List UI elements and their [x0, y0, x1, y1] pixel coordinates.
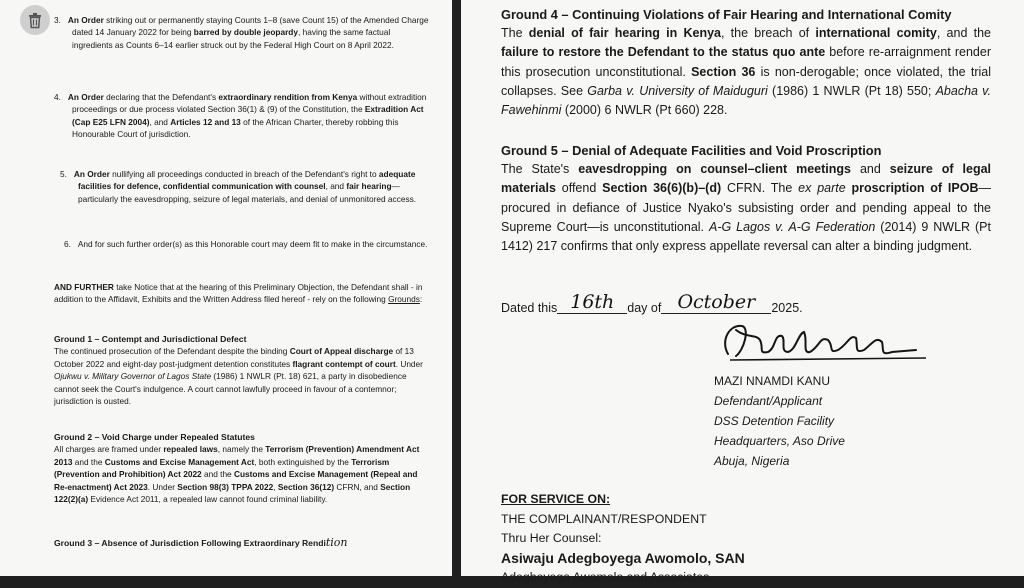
ground-2: Ground 2 – Void Charge under Repealed Statutes All charges are framed under repealed laws, namely the Terrorism (Prevention) Amendment Act 2013 and the Customs and Excise Management Act, both extinguished by the Terrorism (Prevention and Prohibition) Act 2022 and the Customs and Excise Management (Repeal and Re-enactment) Act 2023. Under Section 98(3) TPPA 2022, Section 36(12) CFRN, and Section 122(2)(a) Evidence Act 2011, a repealed law cannot found criminal liability.: [54, 431, 432, 505]
signatory-role: Defendant/Applicant: [714, 394, 823, 408]
item-number: 3.: [54, 15, 61, 25]
signatory-address-2: Headquarters, Aso Drive: [714, 434, 845, 448]
counsel-name: Asiwaju Adegboyega Awomolo, SAN: [501, 549, 745, 566]
right-document-page: [461, 0, 1024, 584]
trash-icon: [27, 12, 43, 29]
counsel-firm: Adegboyega Awomolo and Associates: [501, 570, 710, 584]
delete-button[interactable]: [20, 5, 50, 35]
ground-2-title: Ground 2 – Void Charge under Repealed Statutes: [54, 432, 255, 442]
further-notice: AND FURTHER take Notice that at the hearing of this Preliminary Objection, the Defendant shall - in addition to the Affidavit, Exhibits and the Written Address filed hereof - rely on the following Grounds:: [54, 282, 423, 305]
signatory-block: [714, 371, 845, 471]
ground-5-title: Ground 5 – Denial of Adequate Facilities and Void Proscription: [501, 143, 882, 158]
date-line: Dated this 16th day of October 2025.: [501, 291, 803, 315]
signatory-address-3: Abuja, Nigeria: [714, 454, 790, 468]
service-block: [501, 490, 745, 588]
order-item-6: 6. And for such further order(s) as this Honorable court may deem fit to make in the circumstance.: [64, 239, 428, 249]
handwritten-day: 16th: [570, 291, 615, 313]
service-heading: FOR SERVICE ON:: [501, 492, 611, 506]
order-item-5: 5. An Order nullifying all proceedings conducted in breach of the Defendant's right to adequate facilities for defence, confidential communication with counsel, and fair hearing—particularly the eavesdropping, seizure of legal materials, and denial of unmonitored access.: [60, 169, 417, 204]
order-item-4: 4. An Order declaring that the Defendant's extraordinary rendition from Kenya without extradition proceedings or due process violated Section 36(1) & (9) of the Constitution, the Extradition Act (Cap E25 LFN 2004), and Articles 12 and 13 of the African Charter, thereby robbing this Honourable Court of jurisdiction.: [54, 92, 427, 140]
handwritten-signature: [716, 310, 946, 370]
ground-3: [54, 537, 432, 549]
handwritten-month: October: [677, 291, 756, 313]
item-number: 6.: [64, 239, 71, 249]
handwritten-text: tion: [325, 536, 348, 549]
ground-4-title: Ground 4 – Continuing Violations of Fair Hearing and International Comity: [501, 7, 952, 22]
ground-1: Ground 1 – Contempt and Jurisdictional Defect The continued prosecution of the Defendant despite the binding Court of Appeal discharge of 13 October 2022 and eight-day post-judgment detention constitutes flagrant contempt of court. Under Ojukwu v. Military Governor of Lagos State (1986) 1 NWLR (Pt. 18) 621, a party in disobedience cannot seek the Court's indulgence. A court cannot lawfully proceed in favour of a contemnor; jurisdiction is ousted.: [54, 333, 432, 407]
item-number: 4.: [54, 92, 61, 102]
ground-3-title: Ground 3 – Absence of Jurisdiction Following Extraordinary Rendi: [54, 538, 326, 548]
order-item-3: 3. An Order striking out or permanently staying Counts 1–8 (save Count 15) of the Amended Charge dated 14 January 2022 for being barred by double jeopardy, having the same factual ingredients as Counts 6–14 earlier struck out by the Federal High Court on 8 April 2022.: [54, 15, 429, 50]
service-party: THE COMPLAINANT/RESPONDENT: [501, 511, 707, 526]
ground-4: Ground 4 – Continuing Violations of Fair Hearing and International Comity The denial of fair hearing in Kenya, the breach of international comity, and the failure to restore the Defendant to the status quo ante before re-arraignment render this prosecution unconstitutional. Section 36 is non-derogable; once violated, the trial collapses. See Garba v. University of Maiduguri (1986) 1 NWLR (Pt 18) 550; Abacha v. Fawehinmi (2000) 6 NWLR (Pt 660) 228.: [501, 7, 991, 118]
left-document-page: [0, 0, 452, 576]
signatory-name: MAZI NNAMDI KANU: [714, 374, 831, 388]
service-thru: Thru Her Counsel:: [501, 531, 602, 545]
signatory-address-1: DSS Detention Facility: [714, 414, 835, 428]
item-number: 5.: [60, 169, 67, 179]
ground-5: Ground 5 – Denial of Adequate Facilities and Void Proscription The State's eavesdropping on counsel–client meetings and seizure of legal materials offend Section 36(6)(b)–(d) CFRN. The ex parte proscription of IPOB—procured in defiance of Justice Nyako's subsisting order and pending appeal to the Supreme Court—is unconstitutional. A-G Lagos v. A-G Federation (2014) 9 NWLR (Pt 1412) 217 confirms that only express appellate reversal can alter a binding judgment.: [501, 143, 992, 254]
ground-1-title: Ground 1 – Contempt and Jurisdictional Defect: [54, 334, 247, 344]
